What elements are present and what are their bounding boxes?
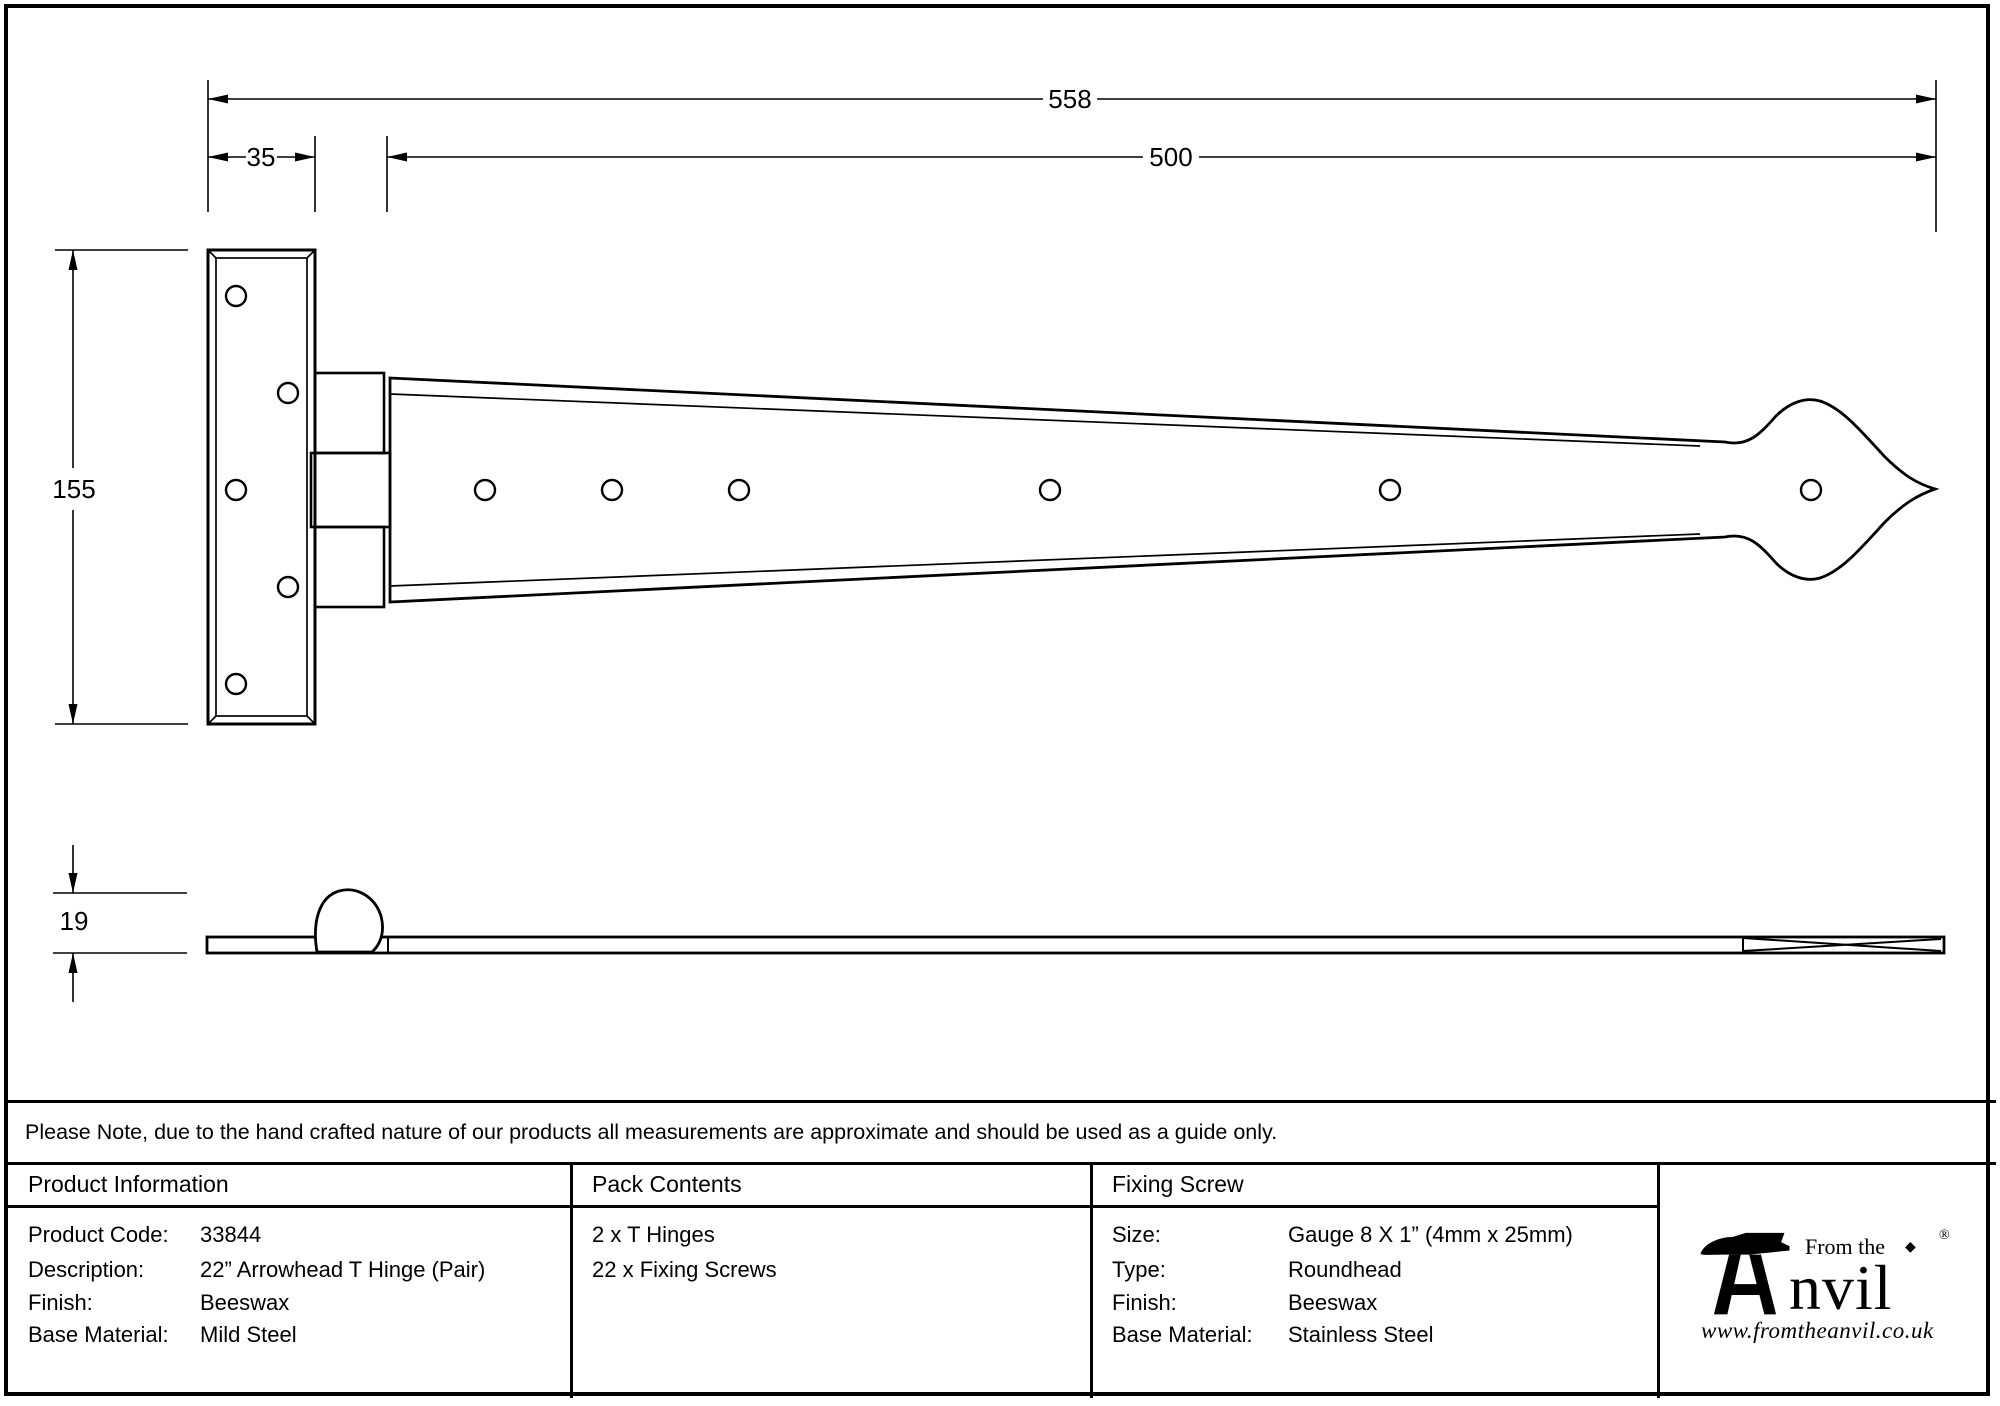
- dimension-labels: [52, 84, 1192, 936]
- screw-type-row: [1112, 1254, 1652, 1286]
- side-view: [207, 890, 1944, 953]
- table-divider-2: [1090, 1162, 1093, 1398]
- dim-knuckle-height: 19: [59, 906, 89, 936]
- screw-base-material-value: Stainless Steel: [1288, 1322, 1434, 1347]
- anvil-icon: [1697, 1232, 1793, 1316]
- product-code-row: [28, 1219, 568, 1251]
- screw-finish-value: Beeswax: [1288, 1290, 1378, 1315]
- dim-plate-width: 35: [246, 142, 276, 172]
- dim-total-length: 558: [1048, 84, 1092, 114]
- product-code-value: 33844: [200, 1222, 262, 1247]
- pack-contents-header: Pack Contents: [592, 1171, 742, 1197]
- finish-value: Beeswax: [200, 1290, 290, 1315]
- logo-website: www.fromtheanvil.co.uk: [1701, 1318, 1934, 1343]
- front-view-strap: [390, 378, 1935, 602]
- screw-type-value: Roundhead: [1288, 1257, 1402, 1282]
- table-header-top-line: [4, 1162, 1996, 1165]
- product-information-header: Product Information: [28, 1171, 229, 1197]
- dimension-lines: [69, 95, 1937, 1003]
- fixing-screw-header: Fixing Screw: [1112, 1171, 1244, 1197]
- front-view-plate: [208, 250, 315, 724]
- screw-finish-label: Finish:: [1112, 1290, 1177, 1315]
- product-code-label: Product Code:: [28, 1222, 169, 1247]
- screw-size-value: Gauge 8 X 1” (4mm x 25mm): [1288, 1222, 1573, 1247]
- description-label: Description:: [28, 1257, 145, 1282]
- screw-size-row: [1112, 1219, 1652, 1251]
- finish-label: Finish:: [28, 1290, 93, 1315]
- screw-size-label: Size:: [1112, 1222, 1161, 1247]
- logo-brand-text: nvil: [1789, 1252, 1893, 1323]
- table-top-line: [4, 1100, 1996, 1103]
- base-material-label: Base Material:: [28, 1322, 169, 1347]
- plate-screw-holes: [226, 286, 298, 694]
- dim-plate-height: 155: [52, 474, 96, 504]
- screw-finish-row: [1112, 1287, 1652, 1319]
- logo-tagline: From the: [1805, 1234, 1886, 1259]
- extension-lines: [53, 80, 1936, 953]
- screw-type-label: Type:: [1112, 1257, 1166, 1282]
- description-value: 22” Arrowhead T Hinge (Pair): [200, 1257, 486, 1282]
- diamond-icon: ◆: [1905, 1238, 1916, 1254]
- table-header-bottom-line: [4, 1205, 1657, 1208]
- table-divider-3: [1657, 1162, 1660, 1398]
- table-divider-1: [570, 1162, 573, 1398]
- side-view-pintle: [315, 890, 382, 952]
- from-the-anvil-logo: [1695, 1228, 1963, 1353]
- screw-base-material-label: Base Material:: [1112, 1322, 1253, 1347]
- base-material-value: Mild Steel: [200, 1322, 297, 1347]
- front-view-knuckle: [311, 373, 390, 607]
- measurement-note: Please Note, due to the hand crafted nature of our products all measurements are approximate and should be used as a guide only.: [25, 1120, 1278, 1144]
- screw-base-material-row: [1112, 1319, 1652, 1351]
- pack-item-1: 2 x T Hinges: [592, 1222, 715, 1247]
- registered-mark: ®: [1939, 1228, 1950, 1243]
- pack-item-2: 22 x Fixing Screws: [592, 1257, 777, 1282]
- base-material-row: [28, 1319, 568, 1351]
- description-row: [28, 1254, 568, 1286]
- dim-strap-length: 500: [1149, 142, 1193, 172]
- strap-screw-holes: [475, 480, 1821, 500]
- finish-row: [28, 1287, 568, 1319]
